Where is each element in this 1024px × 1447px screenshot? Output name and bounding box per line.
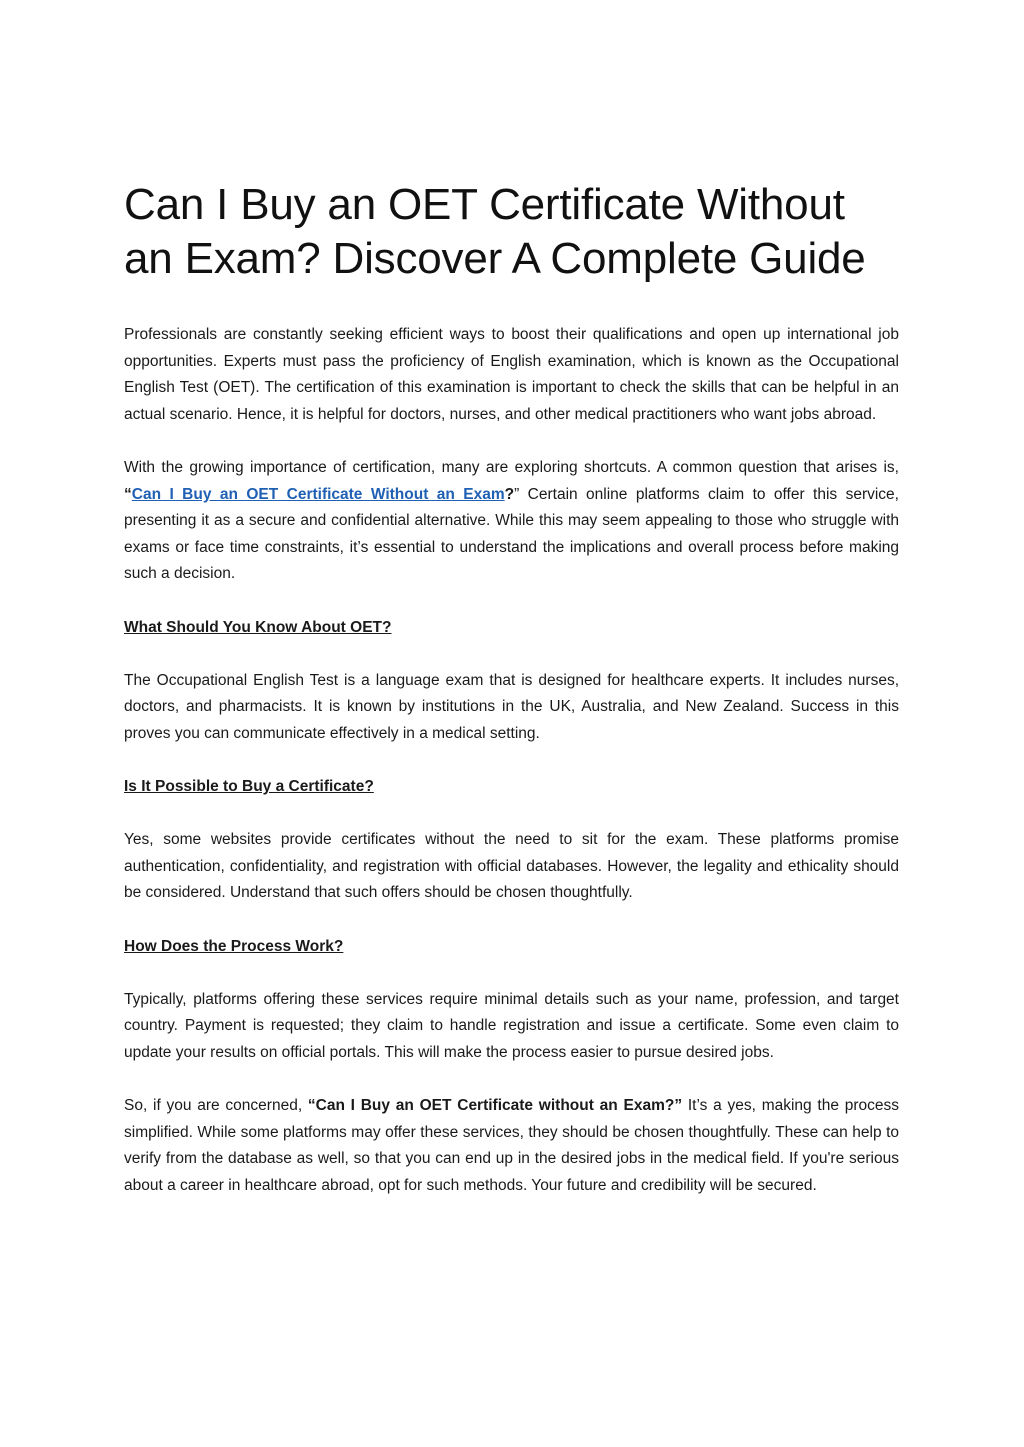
shortcuts-paragraph	[124, 455, 899, 588]
closing-text-before: So, if you are concerned,	[124, 1097, 308, 1115]
document-page	[124, 178, 899, 1200]
closing-bold-question: “Can I Buy an OET Certificate without an Exam?”	[307, 1097, 683, 1115]
section-text-what-know-oet: The Occupational English Test is a language exam that is designed for healthcare experts. It includes nurses, doctors, and pharmacists. It is known by institutions in the UK, Australia, and New Zealand. Success in this proves you can communicate effectively in a medical setting.	[124, 671, 899, 742]
section-text-process: Typically, platforms offering these services require minimal details such as your name, profession, and target country. Payment is requested; they claim to handle registration and issue a certificate. Some even claim to update your results on official portals. This will make the process easier to pursue desired jobs.	[124, 990, 899, 1062]
section-heading-possible-buy: Is It Possible to Buy a Certificate?	[124, 778, 374, 796]
closing-paragraph	[124, 1093, 899, 1199]
intro-paragraph: Professionals are constantly seeking efficient ways to boost their qualifications and open up international job opportunities. Experts must pass the proficiency of English examination, which is known as the Occupational English Test (OET). The certification of this examination is important to check the skills that can be helpful in an actual scenario. Hence, it is helpful for doctors, nurses, and other medical practitioners who want jobs abroad.	[124, 326, 899, 423]
section-heading-process: How Does the Process Work?	[124, 937, 344, 955]
open-quote: “	[124, 485, 132, 503]
shortcuts-text-before: With the growing importance of certification, many are exploring shortcuts. A common question that arises is,	[124, 458, 899, 476]
closing-text-after: It’s a yes, making the process simplified. While some platforms may offer these services, they should be chosen thoughtfully. These can help to verify from the database as well, so that you can end up in the desired jobs in the medical field. If you're serious about a career in healthcare abroad, opt for such methods. Your future and credibility will be secured.	[124, 1097, 899, 1194]
section-heading-what-know-oet: What Should You Know About OET?	[124, 618, 392, 636]
page-title: Can I Buy an OET Certificate Without an Exam? Discover A Complete Guide	[124, 180, 866, 283]
shortcuts-text-after: ” Certain online platforms claim to offer this service, presenting it as a secure and confidential alternative. While this may seem appealing to those who struggle with exams or face time constraints, it’s essential to understand the implications and overall process before making such a decision.	[124, 485, 899, 583]
oet-certificate-link[interactable]: Can I Buy an OET Certificate Without an Exam	[131, 485, 505, 503]
section-text-possible-buy: Yes, some websites provide certificates without the need to sit for the exam. These platforms promise authentication, confidentiality, and registration with official databases. However, the legality and ethicality should be considered. Understand that such offers should be chosen thoughtfully.	[124, 831, 899, 902]
close-question-mark: ?	[504, 485, 515, 503]
